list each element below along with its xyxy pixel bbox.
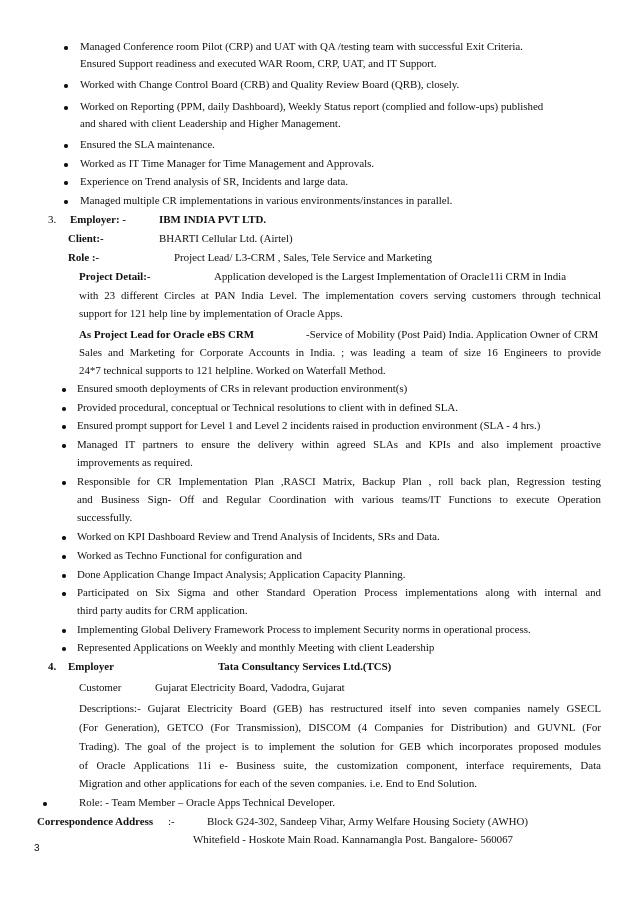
text-line: Ensured the SLA maintenance.	[80, 139, 215, 151]
text-line: Worked as IT Time Manager for Time Management and Approvals.	[80, 158, 375, 170]
correspondence-label: Correspondence Address	[37, 816, 154, 828]
address-line: Block G24-302, Sandeep Vihar, Army Welfare Housing Society (AWHO)	[207, 816, 528, 828]
text-line: Worked on KPI Dashboard Review and Trend Analysis of Incidents, SRs and Data.	[77, 531, 440, 543]
project-lead-line: Sales and Marketing for Corporate Accounts in India. ; was leading a team of size 16 Engineers to provide	[79, 347, 601, 359]
text-line: third party audits for CRM application.	[77, 605, 248, 617]
description-line: of Oracle Applications 11i e- Business suite, the customization component, interface requirements, Data	[79, 760, 601, 772]
description-line: Migration and other applications for each of the seven companies. i.e. End to End Solution.	[79, 778, 478, 790]
text-line: improvements as required.	[77, 457, 193, 469]
bullet-dot	[62, 629, 66, 633]
employer-label: Employer	[68, 661, 114, 673]
text-line: Worked with Change Control Board (CRB) and Quality Review Board (QRB), closely.	[80, 79, 460, 91]
text-line: Worked on Reporting (PPM, daily Dashboard), Weekly Status report (complied and follow-ups) published	[80, 101, 544, 113]
bullet-dot	[62, 592, 66, 596]
text-line: and Business Sign- Off and Regular Coordination with various teams/IT Functions to execute Operation	[77, 494, 601, 506]
text-line: Implementing Global Delivery Framework Process to implement Security norms in operational process.	[77, 624, 531, 636]
employer-number: 3.	[48, 214, 57, 226]
bullet-dot	[62, 647, 66, 651]
page-number: 3	[34, 843, 40, 854]
bullet-dot	[62, 444, 66, 448]
employer-name: Tata Consultancy Services Ltd.(TCS)	[218, 661, 392, 673]
bullet-dot	[62, 425, 66, 429]
role-line: Role: - Team Member – Oracle Apps Technical Developer.	[79, 797, 336, 809]
bullet-dot	[62, 555, 66, 559]
text-line: Managed multiple CR implementations in various environments/instances in parallel.	[80, 195, 453, 207]
project-lead-label: As Project Lead for Oracle eBS CRM	[79, 329, 255, 341]
project-detail-line: Application developed is the Largest Implementation of Oracle11i CRM in India	[214, 271, 567, 283]
client-value: BHARTI Cellular Ltd. (Airtel)	[159, 233, 293, 245]
text-line: successfully.	[77, 512, 133, 524]
bullet-dot	[64, 144, 68, 148]
text-line: Provided procedural, conceptual or Technical resolutions to client with in defined SLA.	[77, 402, 459, 414]
bullet-dot	[64, 181, 68, 185]
project-lead-line: 24*7 technical supports to 121 helpline. Worked on Waterfall Method.	[79, 365, 386, 377]
text-line: Experience on Trend analysis of SR, Incidents and large data.	[80, 176, 349, 188]
text-line: Participated on Six Sigma and other Standard Operation Process implementations along with internal and	[77, 587, 601, 599]
employer-name: IBM INDIA PVT LTD.	[159, 214, 267, 226]
text-line: Done Application Change Impact Analysis; Application Capacity Planning.	[77, 569, 406, 581]
bullet-dot	[62, 407, 66, 411]
role-value: Project Lead/ L3-CRM , Sales, Tele Service and Marketing	[174, 252, 432, 264]
bullet-dot	[62, 574, 66, 578]
text-line: Represented Applications on Weekly and monthly Meeting with client Leadership	[77, 642, 435, 654]
project-lead-line: -Service of Mobility (Post Paid) India. Application Owner of CRM	[306, 329, 599, 341]
bullet-dot	[64, 46, 68, 50]
customer-label: Customer	[79, 682, 122, 694]
bullet-dot	[43, 802, 47, 806]
text-line: and shared with client Leadership and Higher Management.	[80, 118, 341, 130]
bullet-dot	[64, 84, 68, 88]
customer-value: Gujarat Electricity Board, Vadodra, Gujarat	[155, 682, 345, 694]
text-line: Ensured smooth deployments of CRs in relevant production environment(s)	[77, 383, 408, 395]
project-detail-line: with 23 different Circles at PAN India Level. The implementation covers serving customers through technical	[79, 290, 601, 302]
project-detail-label: Project Detail:-	[79, 271, 151, 283]
address-line: Whitefield - Hoskote Main Road. Kannamangla Post. Bangalore- 560067	[193, 834, 513, 846]
text-line: Ensured prompt support for Level 1 and Level 2 incidents raised in production environment (SLA - 4 hrs.)	[77, 420, 541, 432]
project-detail-line: support for 121 help line by implementation of Oracle Apps.	[79, 308, 343, 320]
bullet-dot	[62, 481, 66, 485]
text-line: Managed Conference room Pilot (CRP) and UAT with QA /testing team with successful Exit Criteria.	[80, 41, 523, 53]
bullet-dot	[62, 388, 66, 392]
description-line: (For Generation), GETCO (For Transmission), DISCOM (4 Companies for Distribution) and GUVNL (For	[79, 722, 601, 734]
text-line: Responsible for CR Implementation Plan ,RASCI Matrix, Backup Plan , roll back plan, Regression testing	[77, 476, 601, 488]
bullet-dot	[64, 163, 68, 167]
bullet-dot	[64, 106, 68, 110]
bullet-dot	[62, 536, 66, 540]
employer-number: 4.	[48, 661, 57, 673]
description-line: Descriptions:- Gujarat Electricity Board (GEB) has restructured itself into seven companies namely GSECL	[79, 703, 601, 715]
description-line: Trading). The goal of the project is to implement the solution for GEB which incorporates proposed modules	[79, 741, 601, 753]
text-line: Ensured Support readiness and executed WAR Room, CRP, UAT, and IT Support.	[80, 58, 437, 70]
text-line: Managed IT partners to ensure the delivery within agreed SLAs and KPIs and also implement proactive	[77, 439, 601, 451]
bullet-dot	[64, 200, 68, 204]
role-label: Role :-	[68, 252, 100, 264]
client-label: Client:-	[68, 233, 104, 245]
correspondence-colon: :-	[168, 816, 175, 828]
employer-label: Employer: -	[70, 214, 126, 226]
text-line: Worked as Techno Functional for configuration and	[77, 550, 302, 562]
